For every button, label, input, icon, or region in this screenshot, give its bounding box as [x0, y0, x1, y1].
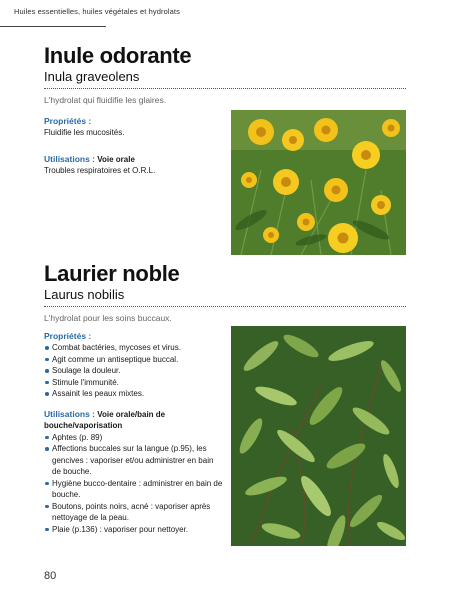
uses-label: Utilisations :	[44, 408, 96, 419]
header-rule	[0, 26, 106, 27]
list-item: Boutons, points noirs, acné : vaporiser après nettoyage de la peau.	[44, 501, 224, 524]
laurier-text-block	[44, 331, 224, 535]
uses-mode-continued: bouche/vaporisation	[44, 421, 123, 430]
entry-laurier	[44, 262, 406, 324]
list-item: Agit comme un antiseptique buccal.	[44, 354, 224, 366]
uses-heading	[44, 154, 224, 166]
properties-heading: Propriétés :	[44, 331, 92, 341]
uses-mode: Voie orale/bain de	[97, 409, 166, 419]
list-item: Aphtes (p. 89)	[44, 432, 224, 444]
uses-heading	[44, 409, 224, 421]
latin-name: Laurus nobilis	[44, 287, 125, 302]
dotted-rule	[44, 88, 406, 89]
inule-text-block	[44, 116, 224, 177]
inula-flowers-image	[231, 110, 406, 255]
properties-heading: Propriétés :	[44, 116, 92, 126]
list-item: Affections buccales sur la langue (p.95), les gencives : vaporiser et/ou administrer en bain de bouche.	[44, 443, 224, 478]
uses-text: Troubles respiratoires et O.R.L.	[44, 166, 156, 175]
uses-mode: Voie orale	[97, 154, 135, 164]
list-item: Plaie (p.136) : vaporiser pour nettoyer.	[44, 524, 224, 536]
dotted-rule	[44, 306, 406, 307]
entry-inule	[44, 44, 406, 106]
latin-name: Inula graveolens	[44, 69, 140, 84]
list-item: Combat bactéries, mycoses et virus.	[44, 342, 224, 354]
list-item: Assainit les peaux mixtes.	[44, 388, 224, 400]
properties-list	[44, 342, 224, 400]
list-item: Hygiène bucco-dentaire : administrer en bain de bouche.	[44, 478, 224, 501]
list-item: Stimule l'immunité.	[44, 377, 224, 389]
page-number: 80	[44, 570, 57, 582]
uses-list	[44, 432, 224, 536]
entry-title: Inule odorante	[44, 43, 192, 68]
tagline: L'hydrolat pour les soins buccaux.	[44, 313, 172, 323]
properties-text: Fluidifie les mucosités.	[44, 128, 125, 137]
running-head: Huiles essentielles, huiles végétales et hydrolats	[14, 7, 180, 16]
laurel-leaves-photo	[231, 326, 406, 546]
list-item: Soulage la douleur.	[44, 365, 224, 377]
uses-label: Utilisations :	[44, 153, 96, 164]
inula-flowers-photo	[231, 110, 406, 255]
entry-title: Laurier noble	[44, 261, 180, 286]
tagline: L'hydrolat qui fluidifie les glaires.	[44, 95, 167, 105]
laurel-leaves-image	[231, 326, 406, 546]
